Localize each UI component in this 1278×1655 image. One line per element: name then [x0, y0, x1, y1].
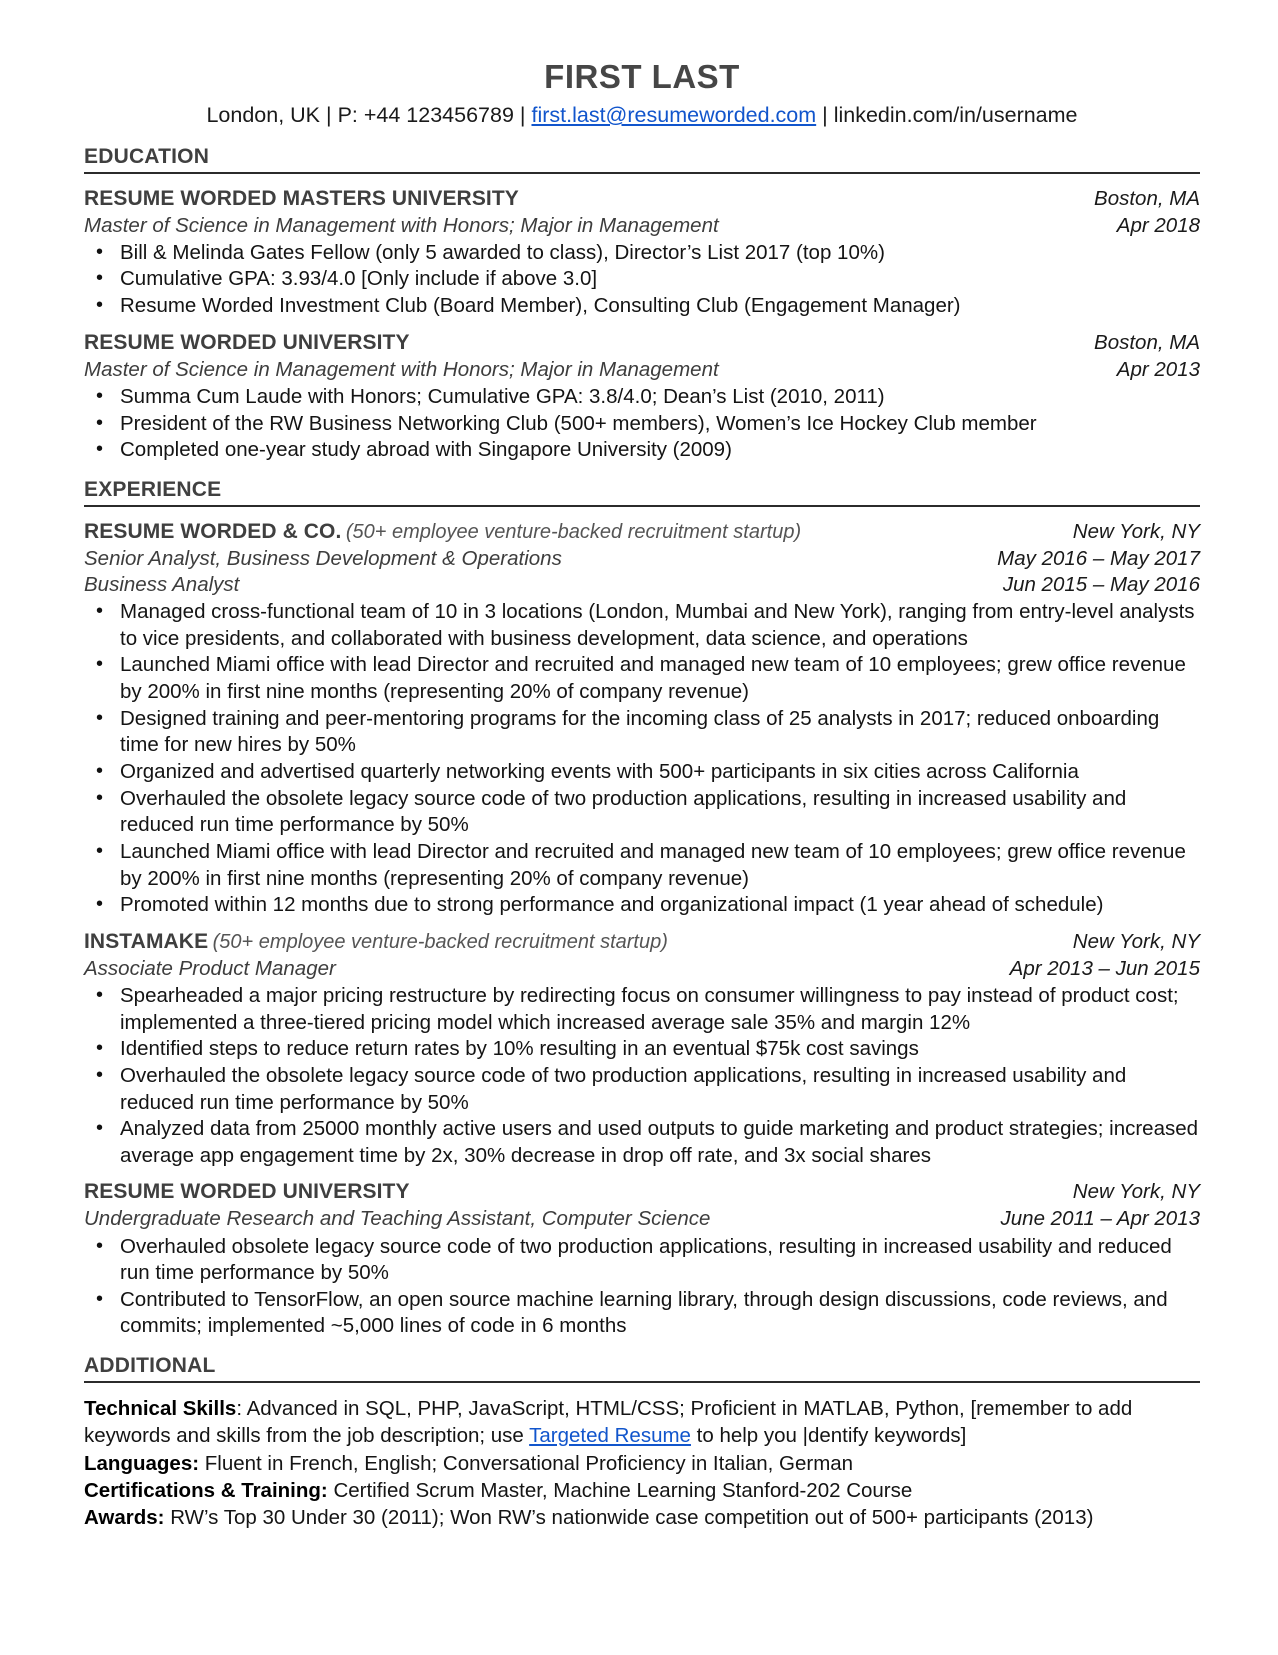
experience-bullet-list — [84, 983, 1200, 1169]
experience-company-note: (50+ employee venture-backed recruitment startup) — [212, 930, 668, 953]
education-location: Boston, MA — [1094, 330, 1200, 354]
experience-location: New York, NY — [1072, 1180, 1200, 1204]
technical-skills-text-1: : Advanced in SQL, PHP, JavaScript, HTML/CSS; Proficient in MATLAB, Python, [remember to add keywords and skills from the job description; use — [84, 1397, 1133, 1448]
experience-role-title: Senior Analyst, Business Development & Operations — [84, 546, 562, 570]
list-item: • Cumulative GPA: 3.93/4.0 [Only include if above 3.0] — [84, 266, 1200, 293]
education-school-name: RESUME WORDED UNIVERSITY — [84, 330, 410, 354]
education-date: Apr 2018 — [1116, 213, 1200, 237]
contact-line — [84, 103, 1200, 129]
experience-role-dates: Apr 2013 – Jun 2015 — [1009, 956, 1200, 980]
certifications-value: Certified Scrum Master, Machine Learning Stanford-202 Course — [327, 1478, 913, 1502]
list-item: • President of the RW Business Networking Club (500+ members), Women’s Ice Hockey Club member — [84, 411, 1200, 438]
list-item: • Analyzed data from 25000 monthly active users and used outputs to guide marketing and product strategies; increased average app engagement time by 2x, 30% decrease in drop off rate, and 3x social shares — [84, 1116, 1200, 1169]
technical-skills-line — [84, 1395, 1200, 1450]
list-item: • Launched Miami office with lead Director and recruited and managed new team of 10 employees; grew office revenue by 200% in first nine months (representing 20% of company revenue) — [84, 652, 1200, 705]
list-item: • Contributed to TensorFlow, an open source machine learning library, through design discussions, code reviews, and commits; implemented ~5,000 lines of code in 6 months — [84, 1287, 1200, 1340]
experience-company-name: INSTAMAKE — [84, 929, 209, 953]
contact-location: London, UK — [206, 102, 321, 127]
education-entry-header-row — [84, 186, 1200, 213]
education-entry-degree-row — [84, 213, 1200, 239]
experience-role-title: Undergraduate Research and Teaching Assistant, Computer Science — [84, 1207, 711, 1231]
contact-email-link[interactable]: first.last@resumeworded.com — [531, 102, 817, 127]
education-location: Boston, MA — [1094, 186, 1200, 210]
list-item: • Overhauled the obsolete legacy source code of two production applications, resulting in increased usability and reduced run time performance by 50% — [84, 786, 1200, 839]
technical-skills-text-2: to help you |dentify keywords] — [690, 1424, 967, 1448]
targeted-resume-link[interactable]: Targeted Resume — [529, 1424, 691, 1448]
education-entry-header-row — [84, 330, 1200, 357]
experience-role-title: Business Analyst — [84, 572, 240, 596]
experience-role-row — [84, 1206, 1200, 1232]
experience-entry — [84, 929, 1200, 1170]
languages-label: Languages: — [84, 1451, 200, 1475]
experience-entry-header-row — [84, 519, 1200, 546]
list-item: • Identified steps to reduce return rates by 10% resulting in an eventual $75k cost savings — [84, 1036, 1200, 1063]
experience-entry-header-row — [84, 1179, 1200, 1206]
list-item: • Managed cross-functional team of 10 in 3 locations (London, Mumbai and New York), ranging from entry-level analysts to vice presidents, and collaborated with business development, data science, and operations — [84, 599, 1200, 652]
section-heading-experience: EXPERIENCE — [84, 478, 1200, 507]
list-item: • Completed one-year study abroad with Singapore University (2009) — [84, 437, 1200, 464]
experience-role-row — [84, 546, 1200, 572]
list-item: • Launched Miami office with lead Director and recruited and managed new team of 10 employees; grew office revenue by 200% in first nine months (representing 20% of company revenue) — [84, 839, 1200, 892]
education-degree: Master of Science in Management with Honors; Major in Management — [84, 213, 719, 237]
technical-skills-label: Technical Skills — [84, 1397, 237, 1421]
education-entry — [84, 330, 1200, 464]
education-bullet-list — [84, 240, 1200, 320]
section-heading-additional: ADDITIONAL — [84, 1354, 1200, 1383]
list-item: • Organized and advertised quarterly networking events with 500+ participants in six cities across California — [84, 759, 1200, 786]
experience-company-name: RESUME WORDED UNIVERSITY — [84, 1180, 410, 1204]
experience-role-row — [84, 956, 1200, 982]
additional-details — [84, 1395, 1200, 1531]
awards-label: Awards: — [84, 1506, 165, 1530]
contact-linkedin: linkedin.com/in/username — [833, 102, 1078, 127]
list-item: • Resume Worded Investment Club (Board Member), Consulting Club (Engagement Manager) — [84, 293, 1200, 320]
experience-role-title: Associate Product Manager — [84, 956, 336, 980]
experience-bullet-list — [84, 1234, 1200, 1341]
contact-separator-2: | — [513, 102, 532, 127]
list-item: • Overhauled obsolete legacy source code of two production applications, resulting in increased usability and reduced run time performance by 50% — [84, 1234, 1200, 1287]
experience-entry — [84, 519, 1200, 919]
experience-location: New York, NY — [1072, 929, 1200, 953]
list-item: • Designed training and peer-mentoring programs for the incoming class of 25 analysts in 2017; reduced onboarding time for new hires by 50% — [84, 706, 1200, 759]
list-item: • Promoted within 12 months due to strong performance and organizational impact (1 year ahead of schedule) — [84, 892, 1200, 919]
experience-role-dates: Jun 2015 – May 2016 — [1002, 572, 1200, 596]
education-entry-degree-row — [84, 357, 1200, 383]
education-date: Apr 2013 — [1116, 357, 1200, 381]
languages-line — [84, 1450, 1200, 1477]
awards-value: RW’s Top 30 Under 30 (2011); Won RW’s nationwide case competition out of 500+ participants (2013) — [164, 1506, 1094, 1530]
experience-entry — [84, 1179, 1200, 1340]
education-degree: Master of Science in Management with Honors; Major in Management — [84, 357, 719, 381]
education-school-name: RESUME WORDED MASTERS UNIVERSITY — [84, 186, 519, 210]
experience-role-row — [84, 572, 1200, 598]
education-entry — [84, 186, 1200, 320]
list-item: • Overhauled the obsolete legacy source code of two production applications, resulting in increased usability and reduced run time performance by 50% — [84, 1063, 1200, 1116]
education-bullet-list — [84, 384, 1200, 464]
candidate-name: FIRST LAST — [544, 58, 740, 95]
experience-bullet-list — [84, 599, 1200, 919]
list-item: • Bill & Melinda Gates Fellow (only 5 awarded to class), Director’s List 2017 (top 10%) — [84, 240, 1200, 267]
experience-role-dates: May 2016 – May 2017 — [997, 546, 1200, 570]
awards-line — [84, 1504, 1200, 1531]
list-item: • Spearheaded a major pricing restructure by redirecting focus on consumer willingness to pay instead of product cost; implemented a three-tiered pricing model which increased average sale 35% and margin 12% — [84, 983, 1200, 1036]
certifications-line — [84, 1477, 1200, 1504]
contact-separator-3: | — [816, 102, 834, 127]
languages-value: Fluent in French, English; Conversational Proficiency in Italian, German — [199, 1451, 854, 1475]
contact-phone: P: +44 123456789 — [337, 102, 514, 127]
experience-location: New York, NY — [1072, 519, 1200, 543]
experience-entry-header-row — [84, 929, 1200, 956]
experience-role-dates: June 2011 – Apr 2013 — [1000, 1207, 1200, 1231]
section-heading-education: EDUCATION — [84, 145, 1200, 174]
experience-company-name: RESUME WORDED & CO. — [84, 519, 342, 543]
experience-company-note: (50+ employee venture-backed recruitment startup) — [345, 520, 802, 543]
certifications-label: Certifications & Training: — [84, 1478, 328, 1502]
list-item: • Summa Cum Laude with Honors; Cumulative GPA: 3.8/4.0; Dean’s List (2010, 2011) — [84, 384, 1200, 411]
contact-separator-1: | — [320, 102, 338, 127]
